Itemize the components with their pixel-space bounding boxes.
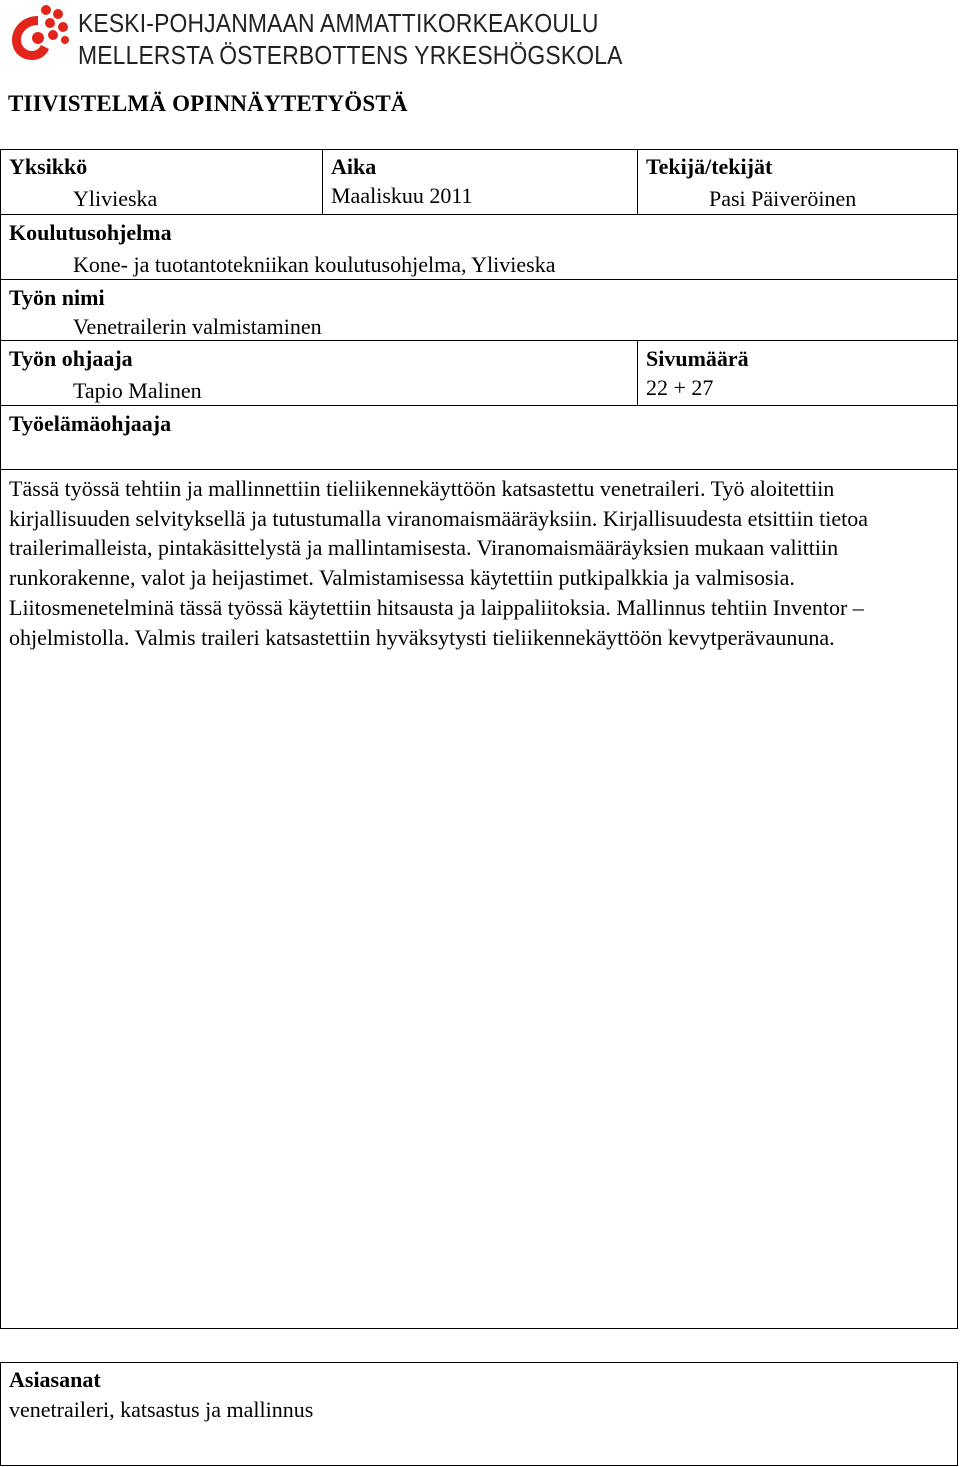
abstract-form	[0, 149, 958, 1329]
document-header	[8, 2, 628, 72]
abstract-text: Tässä työssä tehtiin ja mallinnettiin tieliikennekäyttöön katsastettu venetraileri. Työ aloitettiin kirjallisuuden selvityksellä ja tutustumalla viranomaismääräyksiin. Kirjallisuudesta etsittiin tietoa trailerimalleista, pintakäsittelystä ja mallintamisesta. Viranomaismääräyksien mukaan valittiin runkorakenne, valot ja heijastimet. Valmistamisessa käytettiin putkipalkkia ja valmisosia. Liitosmenetelminä tässä työssä käytettiin hitsausta ja laippaliitoksia. Mallinnus tehtiin Inventor – ohjelmistolla. Valmis traileri katsastettiin hyväksytysti tieliikennekäyttöön kevytperävaununa.	[9, 476, 869, 650]
thesis-title-value: Venetrailerin valmistaminen	[73, 314, 322, 339]
time-label: Aika	[331, 154, 377, 179]
supervisor-label: Työn ohjaaja	[9, 346, 133, 371]
supervisor-value: Tapio Malinen	[73, 378, 202, 403]
page-count-label: Sivumäärä	[646, 346, 749, 371]
university-logo-icon	[8, 2, 72, 66]
keywords-box	[0, 1362, 958, 1466]
authors-value: Pasi Päiveröinen	[709, 186, 857, 211]
thesis-title-label: Työn nimi	[9, 285, 105, 310]
column-divider	[637, 340, 638, 405]
degree-programme-label: Koulutusohjelma	[9, 220, 172, 245]
degree-programme-value: Kone- ja tuotantotekniikan koulutusohjelma, Ylivieska	[73, 252, 556, 277]
row-divider	[1, 405, 957, 406]
page-count-value: 22 + 27	[646, 375, 714, 400]
keywords-value: venetraileri, katsastus ja mallinnus	[9, 1397, 314, 1422]
authors-label: Tekijä/tekijät	[646, 154, 773, 179]
unit-label: Yksikkö	[9, 154, 88, 179]
column-divider	[322, 150, 323, 214]
work-supervisor-label: Työelämäohjaaja	[9, 411, 172, 436]
row-divider	[1, 214, 957, 215]
row-divider	[1, 469, 957, 470]
keywords-label: Asiasanat	[9, 1367, 101, 1392]
unit-value: Ylivieska	[73, 186, 158, 211]
row-divider	[1, 279, 957, 280]
column-divider	[637, 150, 638, 214]
school-name-swedish: MELLERSTA ÖSTERBOTTENS YRKESHÖGSKOLA	[78, 40, 623, 70]
time-value: Maaliskuu 2011	[331, 183, 473, 208]
school-name-finnish: KESKI-POHJANMAAN AMMATTIKORKEAKOULU	[78, 8, 599, 38]
row-divider	[1, 340, 957, 341]
document-title: TIIVISTELMÄ OPINNÄYTETYÖSTÄ	[8, 91, 408, 116]
